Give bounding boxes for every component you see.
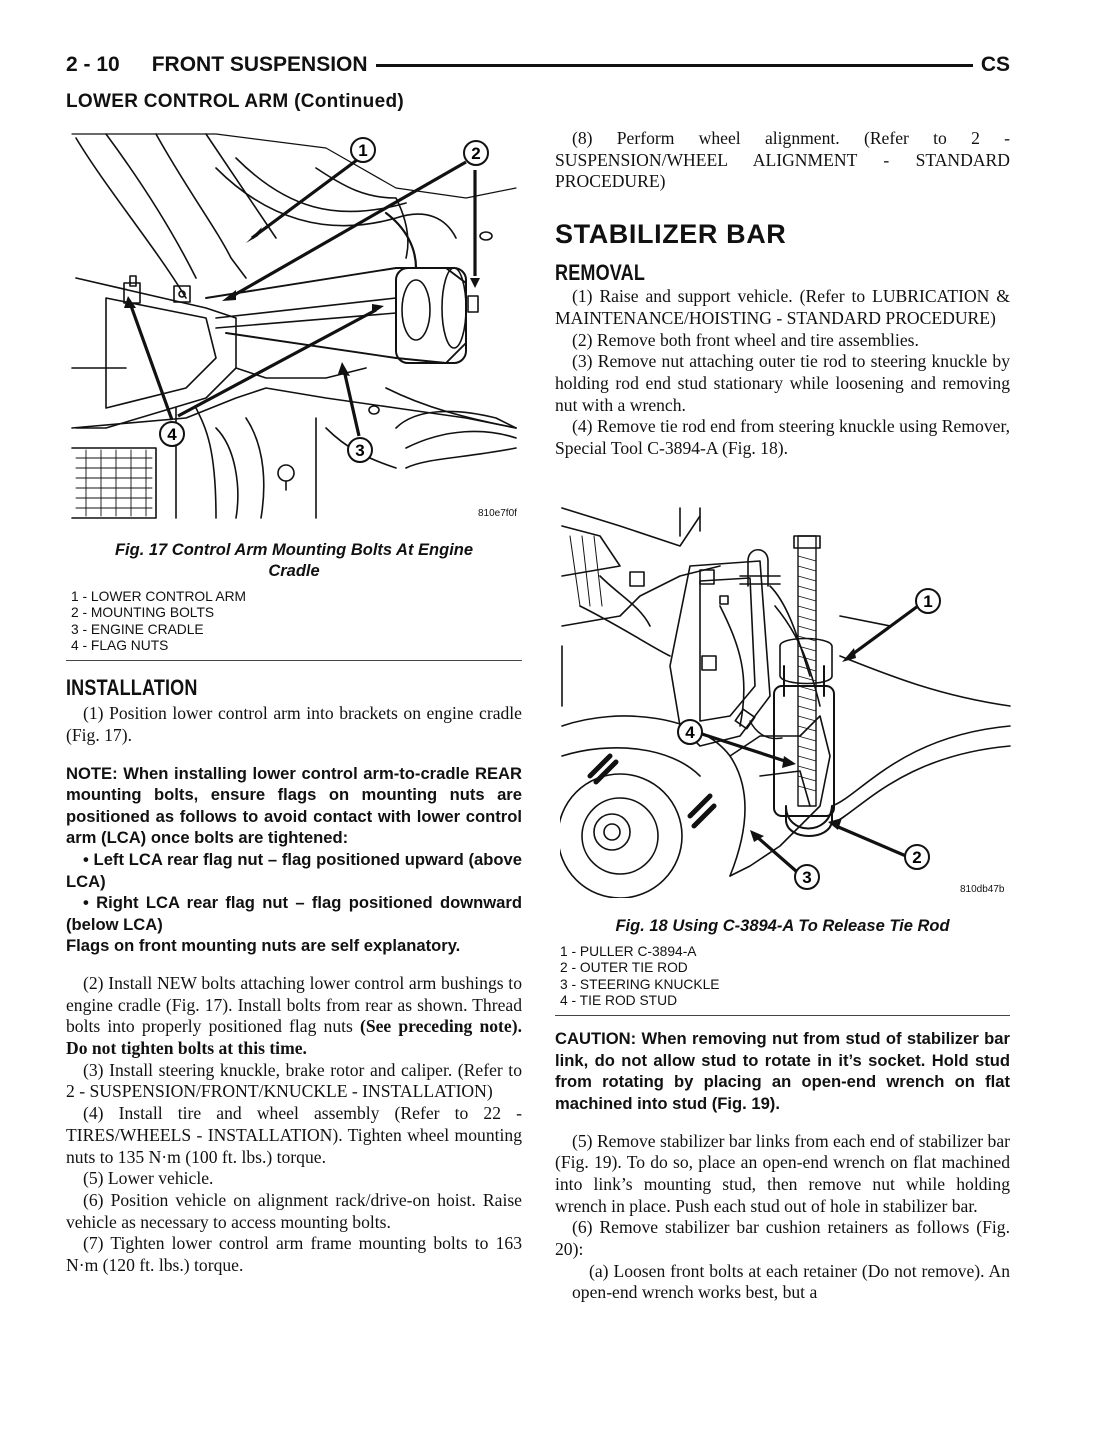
legend-item: 1 - LOWER CONTROL ARM: [71, 589, 247, 604]
note-intro: NOTE: When installing lower control arm-to-cradle REAR mounting bolts, ensure flags on mounting nuts are positioned as follows to avoid contact with lower control arm (LCA) once bolts are tightened:: [66, 763, 522, 848]
page-header: [66, 52, 1010, 78]
figure18-caption: Fig. 18 Using C-3894-A To Release Tie Rod: [615, 917, 950, 935]
callout-1: 1: [358, 141, 368, 160]
figure17-separator: [66, 660, 522, 661]
legend-item: 4 - FLAG NUTS: [71, 637, 169, 653]
header-rule: [376, 64, 973, 67]
removal-step-5: (5) Remove stabilizer bar links from each end of stabilizer bar (Fig. 19). To do so, place an open-end wrench on flat machined into link’s mounting stud, then remove nut while holding wrench in place. Push each stud out of hole in stabilizer bar.: [555, 1130, 1010, 1216]
stabilizer-bar-title: STABILIZER BAR: [555, 219, 787, 250]
callout-1: 1: [923, 592, 933, 611]
note-end: Flags on front mounting nuts are self explanatory.: [66, 936, 461, 956]
figure18-legend: [555, 944, 1010, 1009]
continued-heading: LOWER CONTROL ARM (Continued): [66, 91, 404, 112]
figure17-caption: Fig. 17 Control Arm Mounting Bolts At Engine Cradle: [114, 541, 474, 580]
installation-step-5: (5) Lower vehicle.: [83, 1168, 214, 1189]
legend-item: 1 - PULLER C-3894-A: [560, 944, 697, 959]
figure17-image-code: 810e7f0f: [478, 508, 517, 519]
figure18-illustration: [560, 506, 1012, 898]
page-number: 2 - 10: [66, 53, 120, 76]
removal-step-2: (2) Remove both front wheel and tire assemblies.: [572, 329, 919, 350]
figure17-illustration: [66, 128, 522, 520]
section-title: FRONT SUSPENSION: [151, 53, 368, 76]
figure18-separator: [555, 1015, 1010, 1016]
legend-item: 2 - OUTER TIE ROD: [560, 960, 688, 976]
figure18-image-code: 810db47b: [960, 884, 1005, 895]
installation-heading: INSTALLATION: [66, 675, 198, 701]
installation-step-1: (1) Position lower control arm into brackets on engine cradle (Fig. 17).: [66, 703, 522, 745]
removal-step-4: (4) Remove tie rod end from steering knuckle using Remover, Special Tool C-3894-A (Fig. 18).: [555, 416, 1010, 459]
callout-4: 4: [685, 723, 695, 742]
figure17-legend: [66, 589, 522, 654]
legend-item: 3 - STEERING KNUCKLE: [560, 976, 720, 992]
legend-item: 2 - MOUNTING BOLTS: [71, 605, 215, 621]
installation-step-2: [66, 973, 522, 1060]
note-bullet-left: • Left LCA rear flag nut – flag positioned upward (above LCA): [66, 849, 522, 891]
removal-step-1: (1) Raise and support vehicle. (Refer to LUBRICATION & MAINTENANCE/HOISTING - STANDARD PROCEDURE): [555, 286, 1010, 328]
installation-step-8: (8) Perform wheel alignment. (Refer to 2 - SUSPENSION/WHEEL ALIGNMENT - STANDARD PROCEDURE): [555, 128, 1010, 192]
step-2-emphasis: (See preceding note). Do not tighten bolts at this time.: [66, 1016, 522, 1059]
removal-step-6a: (a) Loosen front bolts at each retainer (Do not remove). An open-end wrench works best, but a: [572, 1260, 1010, 1303]
removal-heading: REMOVAL: [555, 260, 646, 286]
step-2-text: (2) Install NEW bolts attaching lower control arm bushings to engine cradle (Fig. 17). Install bolts from rear as shown. Thread bolts into properly positioned flag nuts: [66, 972, 522, 1037]
legend-item: 4 - TIE ROD STUD: [560, 992, 678, 1008]
callout-2: 2: [912, 848, 922, 867]
installation-note: [66, 763, 522, 957]
callout-3: 3: [802, 868, 812, 887]
removal-step-6: (6) Remove stabilizer bar cushion retainers as follows (Fig. 20):: [555, 1217, 1010, 1260]
callout-2: 2: [471, 144, 481, 163]
legend-item: 3 - ENGINE CRADLE: [71, 621, 204, 637]
installation-step-7: (7) Tighten lower control arm frame mounting bolts to 163 N·m (120 ft. lbs.) torque.: [66, 1233, 522, 1276]
callout-3: 3: [355, 441, 365, 460]
installation-step-3: (3) Install steering knuckle, brake rotor and caliper. (Refer to 2 - SUSPENSION/FRONT/KNUCKLE - INSTALLATION): [66, 1059, 522, 1102]
caution-text: CAUTION: When removing nut from stud of stabilizer bar link, do not allow stud to rotate in it’s socket. Hold stud from rotating by placing an open-end wrench on flat machined into stud (Fig. 19).: [555, 1029, 1010, 1113]
removal-step-3: (3) Remove nut attaching outer tie rod to steering knuckle by holding rod end stud stationary while loosening and removing nut with a wrench.: [555, 351, 1010, 415]
installation-step-4: (4) Install tire and wheel assembly (Refer to 22 - TIRES/WHEELS - INSTALLATION). Tighten wheel mounting nuts to 135 N·m (100 ft. lbs.) torque.: [66, 1103, 522, 1167]
manual-code: CS: [980, 53, 1010, 76]
note-bullet-right: • Right LCA rear flag nut – flag positioned downward (below LCA): [66, 893, 522, 934]
installation-step-6: (6) Position vehicle on alignment rack/drive-on hoist. Raise vehicle as necessary to access mounting bolts.: [66, 1189, 522, 1232]
callout-4: 4: [167, 425, 177, 444]
